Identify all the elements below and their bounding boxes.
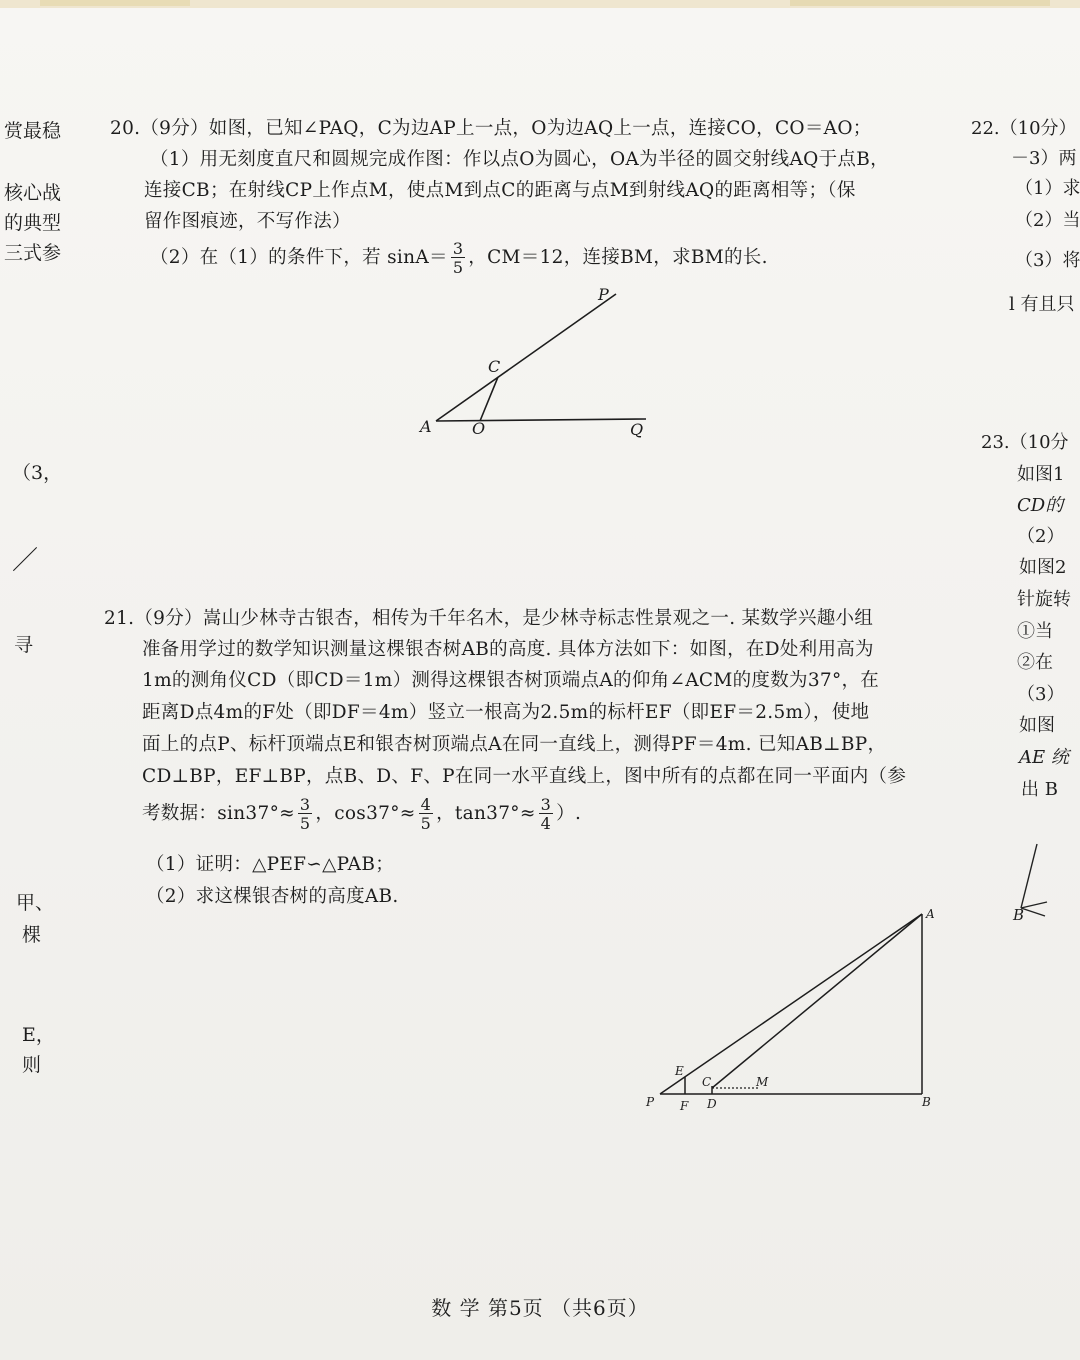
q21-line-3: 1m的测角仪CD（即CD＝1m）测得这棵银杏树顶端点A的仰角∠ACM的度数为37°，在	[142, 670, 880, 691]
q21-line-4: 距离D点4m的F处（即DF＝4m）竖立一根高为2.5m的标杆EF（即EF＝2.5m），使地	[142, 702, 870, 723]
q20-sin-fraction	[451, 238, 465, 277]
left-fragment: （3，	[12, 462, 63, 484]
q21-tan-fraction	[539, 794, 553, 833]
q20-label-c: C	[488, 357, 501, 376]
q21-line-ca	[712, 914, 922, 1088]
right-fragment: 22.（10分）	[971, 118, 1077, 139]
fraction-numerator: 3	[540, 794, 552, 814]
q21-sin-fraction	[298, 794, 312, 833]
q21-label-e: E	[675, 1064, 684, 1078]
fraction-denominator: 5	[420, 813, 432, 833]
left-fragment: ／	[12, 546, 39, 576]
q20-line-4: 留作图痕迹，不写作法）	[144, 211, 351, 232]
left-fragment: 则	[22, 1054, 42, 1076]
q21-label-p: P	[646, 1095, 655, 1109]
q21-line-5: 面上的点P、标杆顶端点E和银杏树顶端点A在同一直线上，测得PF＝4m. 已知AB⊥BP，	[142, 734, 887, 755]
q20-label-a: A	[420, 417, 432, 436]
q20-line-1: 20.（9分）如图，已知∠PAQ，C为边AP上一点，O为边AQ上一点，连接CO，CO＝AO；	[110, 118, 872, 139]
q20-line-3: 连接CB；在射线CP上作点M，使点M到点C的距离与点M到射线AQ的距离相等；（保	[144, 180, 856, 201]
fraction-denominator: 5	[452, 257, 464, 277]
q21-ref-text-a: 考数据：sin37°≈	[142, 803, 295, 824]
q21-label-a: A	[926, 907, 935, 921]
right-fragment: ①当	[1017, 621, 1053, 642]
right-figure-line	[1021, 902, 1047, 908]
q20-label-p: P	[598, 285, 609, 304]
right-figure-fragment	[1015, 838, 1065, 928]
q21-ref-text-c: ，tan37°≈	[436, 803, 536, 824]
right-fragment: （3）将	[1015, 250, 1080, 271]
q21-label-c: C	[702, 1075, 712, 1089]
left-fragment: E，	[22, 1024, 55, 1046]
right-fragment: －3）两	[1011, 148, 1077, 169]
q21-ref-text-d: ）.	[556, 803, 582, 824]
left-fragment: 甲、	[16, 892, 55, 914]
q20-ray-ap	[436, 294, 616, 421]
right-fragment: （3）	[1017, 684, 1065, 705]
right-figure-line	[1021, 844, 1037, 908]
q21-line-2: 准备用学过的数学知识测量这棵银杏树AB的高度. 具体方法如下：如图，在D处利用高为	[142, 639, 874, 660]
left-fragment: 核心战	[4, 182, 62, 204]
right-fragment: （2）当	[1015, 210, 1080, 231]
fraction-denominator: 5	[299, 813, 311, 833]
q21-label-d: D	[707, 1097, 717, 1111]
left-margin-column	[0, 0, 70, 1360]
q21-reference-data	[142, 792, 581, 836]
right-fragment: 针旋转	[1017, 589, 1071, 610]
left-fragment: 寻	[14, 634, 34, 656]
right-fragment: AE 统	[1019, 747, 1069, 768]
q21-label-m: M	[756, 1075, 769, 1089]
right-fragment: ②在	[1017, 652, 1053, 673]
q20-line-2: （1）用无刻度直尺和圆规完成作图：作以点O为圆心，OA为半径的圆交射线AQ于点B，	[150, 149, 889, 170]
q21-label-f: F	[680, 1099, 689, 1113]
q20-line-5-text-b: ，CM＝12，连接BM，求BM的长.	[468, 247, 768, 268]
q20-ray-aq	[436, 419, 646, 421]
q20-label-o: O	[472, 419, 486, 438]
q20-label-q: Q	[630, 420, 644, 439]
q21-part-2: （2）求这棵银杏树的高度AB.	[146, 886, 399, 907]
right-fragment: 出 B	[1021, 779, 1058, 800]
q21-line-6: CD⊥BP，EF⊥BP，点B、D、F、P在同一水平直线上，图中所有的点都在同一平面内（参	[142, 766, 907, 787]
right-fragment: 如图1	[1017, 464, 1065, 485]
right-fragment: 如图	[1019, 715, 1055, 736]
right-figure-label-b: B	[1013, 906, 1025, 924]
q21-cos-fraction	[419, 794, 433, 833]
right-figure-line	[1021, 908, 1045, 916]
q20-line-5	[150, 236, 768, 280]
q20-figure	[410, 282, 670, 442]
right-fragment: CD的	[1017, 495, 1064, 516]
q21-ref-text-b: ，cos37°≈	[315, 803, 416, 824]
q21-line-1: 21.（9分）嵩山少林寺古银杏，相传为千年名木，是少林寺标志性景观之一. 某数学兴趣小组	[104, 608, 874, 629]
right-fragment: 23.（10分	[981, 432, 1069, 453]
page-footer: 数 学 第5页 （共6页）	[431, 1296, 649, 1320]
left-fragment: 赏最稳	[4, 120, 62, 142]
q21-part-1: （1）证明：△PEF∽△PAB；	[146, 854, 395, 875]
right-margin-column	[965, 0, 1080, 1360]
q21-line-pa	[660, 914, 922, 1094]
q21-label-b: B	[922, 1095, 931, 1109]
fraction-numerator: 4	[420, 794, 432, 814]
fraction-denominator: 4	[540, 813, 552, 833]
q21-figure	[640, 900, 940, 1120]
left-fragment: 三式参	[4, 242, 62, 264]
right-fragment: （2）	[1017, 526, 1065, 547]
q20-line-5-text-a: （2）在（1）的条件下，若 sinA＝	[150, 247, 448, 268]
fraction-numerator: 3	[452, 238, 464, 258]
left-fragment: 棵	[22, 924, 42, 946]
fraction-numerator: 3	[299, 794, 311, 814]
right-fragment: （1）求	[1015, 178, 1080, 199]
right-fragment: l 有且只	[1009, 294, 1075, 315]
right-fragment: 如图2	[1019, 557, 1067, 578]
left-fragment: 的典型	[4, 212, 62, 234]
